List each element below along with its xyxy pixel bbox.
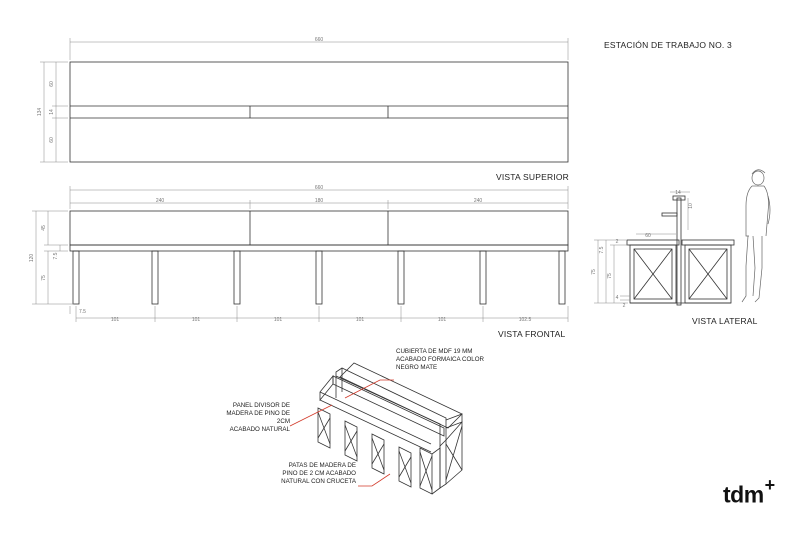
- human-scale-figure: [742, 170, 770, 302]
- sheet-title: ESTACIÓN DE TRABAJO NO. 3: [604, 40, 732, 50]
- dim-side-height-total: 75: [591, 269, 597, 275]
- front-upper-panel: [70, 211, 568, 245]
- dim-side-panel-height: 10: [688, 203, 694, 209]
- front-leg: [316, 251, 322, 304]
- dim-front-leg-height: 75: [41, 275, 47, 281]
- label-top-view: VISTA SUPERIOR: [496, 172, 570, 182]
- dim-front-bay-5: 101: [437, 317, 447, 323]
- dim-top-depth-b: 60: [49, 137, 55, 143]
- dim-front-seg-right: 240: [473, 198, 483, 204]
- label-front-view: VISTA FRONTAL: [498, 329, 566, 339]
- dim-front-bay-4: 101: [355, 317, 365, 323]
- side-view-dimensions: [594, 192, 690, 303]
- leader-divider-material: [290, 405, 332, 426]
- front-leg: [398, 251, 404, 304]
- front-view-dimensions: [32, 186, 568, 322]
- top-view-outline: [70, 62, 568, 162]
- front-legs: [73, 251, 565, 304]
- iso-leg-crossbar: [345, 431, 357, 451]
- dim-front-total-height: 120: [29, 253, 35, 263]
- dim-front-bay-6: 102.5: [518, 317, 532, 323]
- dim-side-depth: 60: [645, 233, 651, 239]
- dim-side-leg: 75: [607, 273, 613, 279]
- dim-top-divider: 14: [49, 109, 55, 115]
- side-view: [627, 196, 734, 305]
- dim-side-base-a: 4: [615, 295, 619, 301]
- top-view: [70, 62, 568, 162]
- dim-top-depth-a: 60: [49, 81, 55, 87]
- side-divider-panel: [677, 198, 681, 305]
- dim-front-bay-1: 101: [110, 317, 120, 323]
- dim-side-gap: 2: [615, 239, 619, 245]
- iso-leg-crossbar: [318, 418, 330, 438]
- dim-front-seg-mid: 180: [314, 198, 324, 204]
- front-leg: [152, 251, 158, 304]
- top-view-dimensions: [40, 38, 568, 162]
- label-side-view: VISTA LATERAL: [692, 316, 758, 326]
- dim-top-depth-total: 134: [37, 107, 43, 117]
- dim-side-base-b: 2: [622, 303, 626, 309]
- tdm-logo: tdm+: [723, 475, 775, 508]
- note-legs-material: PATAS DE MADERA DE PINO DE 2 CM ACABADO NATURAL CON CRUCETA: [281, 462, 356, 485]
- side-worktop-right: [682, 240, 734, 245]
- front-worktop: [70, 245, 568, 251]
- leader-legs-material: [358, 474, 390, 486]
- dim-side-panel-thick: 14: [675, 190, 681, 196]
- dim-front-overall: 660: [314, 185, 324, 191]
- side-worktop-left: [627, 240, 679, 245]
- iso-leg-crossbar: [372, 444, 384, 464]
- dim-front-top-thickness: 7.5: [53, 252, 59, 260]
- front-leg: [234, 251, 240, 304]
- dim-front-bay-2: 101: [191, 317, 201, 323]
- front-leg: [480, 251, 486, 304]
- dim-top-overall: 660: [314, 37, 324, 43]
- note-top-material: CUBIERTA DE MDF 19 MM ACABADO FORMAICA COLOR NEGRO MATE: [396, 348, 485, 371]
- dim-front-seg-left: 240: [155, 198, 165, 204]
- iso-leg-crossbar: [399, 457, 411, 477]
- dim-front-bay-3: 101: [273, 317, 283, 323]
- dim-front-leg-offset: 7.5: [79, 309, 86, 315]
- front-leg: [73, 251, 79, 304]
- dim-side-top: 7.5: [599, 246, 605, 254]
- dim-front-upper-height: 45: [41, 225, 47, 231]
- front-leg: [559, 251, 565, 304]
- front-view: [70, 211, 568, 304]
- note-divider-material: PANEL DIVISOR DE MADERA DE PINO DE 2CM ACABADO NATURAL: [226, 402, 290, 433]
